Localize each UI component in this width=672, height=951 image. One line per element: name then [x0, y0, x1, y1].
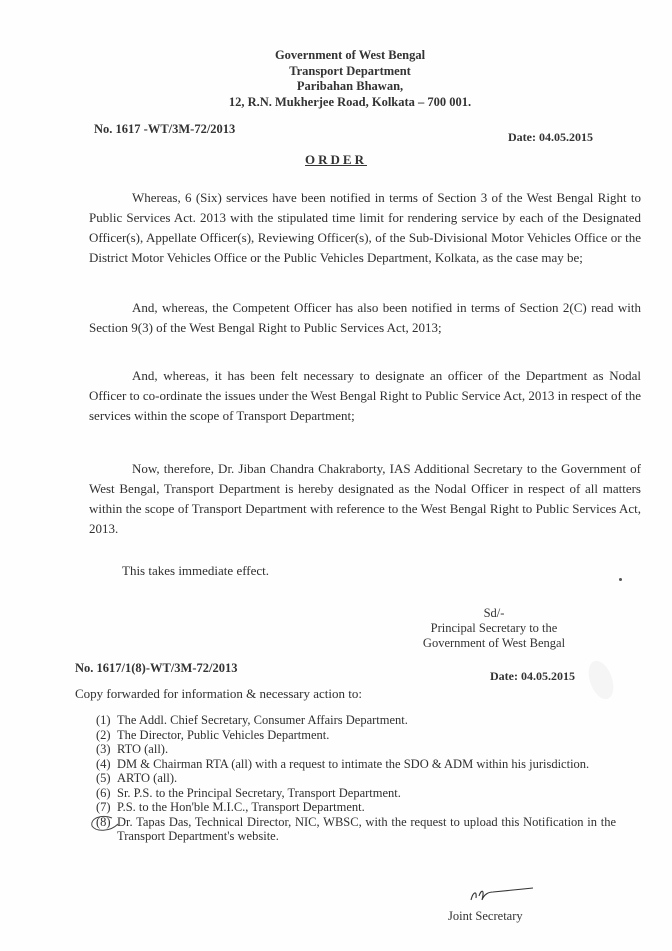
list-item: (1) The Addl. Chief Secretary, Consumer Affairs Department. [96, 713, 408, 727]
signature-joint-secretary: Joint Secretary [448, 909, 523, 923]
signature-mark: Sd/- [483, 606, 505, 620]
handwritten-circle-mark-icon [88, 812, 122, 834]
signature-title-line2: Government of West Bengal [422, 636, 566, 650]
scan-smudge [584, 657, 618, 702]
order-reference-number: No. 1617 -WT/3M-72/2013 [94, 122, 236, 136]
copy-intro: Copy forwarded for information & necessary action to: [75, 686, 362, 701]
list-item: (8) Dr. Tapas Das, Technical Director, NIC, WBSC, with the request to upload this Notification in the Transport Department's website. [96, 814, 616, 843]
letterhead-department: Transport Department [289, 63, 411, 78]
paragraph-nodal-necessity: And, whereas, it has been felt necessary to designate an officer of the Department as Nodal Officer to co-ordinate the issues under the West Bengal Right to Public Service Act, 2013 in respect of the services within the scope of Transport Department; [89, 368, 641, 423]
letterhead-address: 12, R.N. Mukherjee Road, Kolkata – 700 001. [228, 94, 472, 109]
list-item: (3) RTO (all). [96, 742, 169, 756]
list-item: (6) Sr. P.S. to the Principal Secretary, Transport Department. [96, 785, 401, 800]
paragraph-designation: Now, therefore, Dr. Jiban Chandra Chakraborty, IAS Additional Secretary to the Government of West Bengal, Transport Department is hereby designated as the Nodal Officer in respect of all matters within the scope of Transport Department with reference to the West Bengal Right to Public Services Act, 2013. [89, 461, 641, 536]
paragraph-competent-officer: And, whereas, the Competent Officer has also been notified in terms of Section 2(C) read with Section 9(3) of the West Bengal Right to Public Services Act, 2013; [89, 300, 641, 335]
copy-date: Date: 04.05.2015 [490, 669, 575, 683]
copy-recipient-list [96, 713, 616, 844]
signature-scribble-icon [467, 884, 537, 906]
signature-title-line1: Principal Secretary to the [430, 621, 558, 635]
paragraph-effect: This takes immediate effect. [122, 563, 270, 578]
letterhead-building: Paribahan Bhawan, [296, 79, 404, 93]
paragraph-whereas: Whereas, 6 (Six) services have been notified in terms of Section 3 of the West Bengal Right to Public Services Act. 2013 with the stipulated time limit for rendering service by each of the Designated Officer(s), Appellate Officer(s), Reviewing Officer(s), of the Sub-Divisional Motor Vehicles Office or the District Motor Vehicles Office or the Public Vehicles Department, Kolkata, as the case may be; [89, 190, 641, 265]
scan-dot [619, 578, 622, 581]
letterhead [150, 48, 550, 110]
order-date: Date: 04.05.2015 [508, 130, 593, 144]
letterhead-government: Government of West Bengal [274, 48, 426, 62]
signature-principal-secretary [418, 606, 570, 651]
list-item: (2) The Director, Public Vehicles Department. [96, 727, 330, 742]
list-item: (5) ARTO (all). [96, 771, 178, 785]
order-title: ORDER [305, 152, 367, 167]
copy-reference-number: No. 1617/1(8)-WT/3M-72/2013 [75, 661, 238, 675]
list-item: (4) DM & Chairman RTA (all) with a request to intimate the SDO & ADM within his jurisdiction. [96, 756, 590, 771]
list-item: (7) P.S. to the Hon'ble M.I.C., Transport Department. [96, 800, 365, 814]
